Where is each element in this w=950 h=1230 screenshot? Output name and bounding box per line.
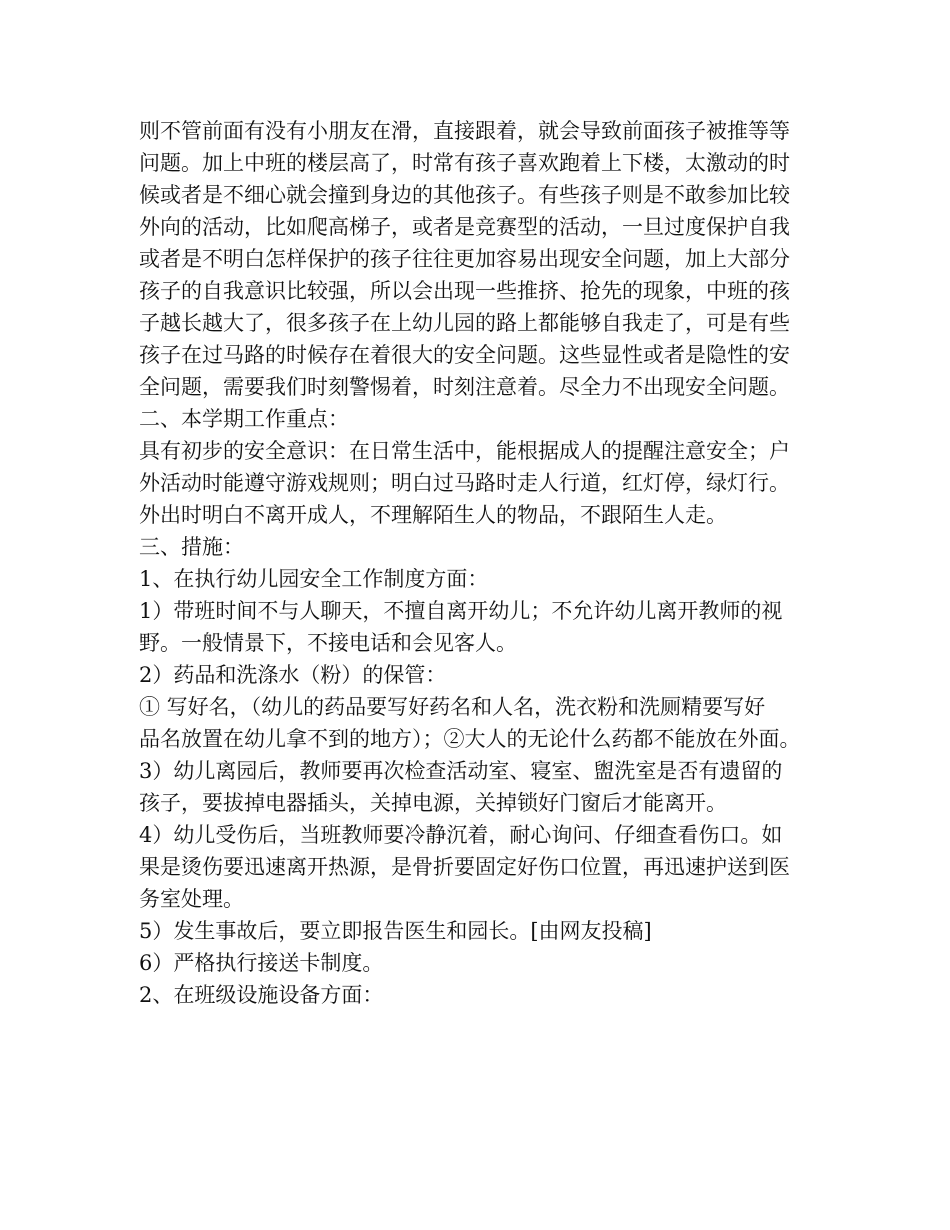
text-line: 孩子，要拔掉电器插头，关掉电源，关掉锁好门窗后才能离开。 <box>139 791 727 815</box>
section-heading: 三、措施： <box>139 535 244 559</box>
text-line: 野。一般情景下，不接电话和会见客人。 <box>139 631 517 655</box>
text-line: 则不管前面有没有小朋友在滑，直接跟着，就会导致前面孩子被推等等 <box>139 119 790 143</box>
text-line: 候或者是不细心就会撞到身边的其他孩子。有些孩子则是不敢参加比较 <box>139 183 790 207</box>
list-item: 2）药品和洗涤水（粉）的保管： <box>139 663 447 687</box>
list-item: 6）严格执行接送卡制度。 <box>139 951 384 975</box>
list-item: 5）发生事故后，要立即报告医生和园长。[由网友投稿] <box>139 919 652 943</box>
text-line: 外出时明白不离开成人，不理解陌生人的物品，不跟陌生人走。 <box>139 503 727 527</box>
list-item: 1）带班时间不与人聊天，不擅自离开幼儿；不允许幼儿离开教师的视 <box>139 599 783 623</box>
text-line: 或者是不明白怎样保护的孩子往往更加容易出现安全问题，加上大部分 <box>139 247 790 271</box>
subsection-heading: 2、在班级设施设备方面： <box>139 983 384 1007</box>
text-line: 品名放置在幼儿拿不到的地方）；②大人的无论什么药都不能放在外面。 <box>139 727 801 751</box>
section-heading: 二、本学期工作重点： <box>139 407 349 431</box>
text-line: 问题。加上中班的楼层高了，时常有孩子喜欢跑着上下楼，太激动的时 <box>139 151 790 175</box>
list-item: 4）幼儿受伤后，当班教师要冷静沉着，耐心询问、仔细查看伤口。如 <box>139 823 783 847</box>
list-item: 3）幼儿离园后，教师要再次检查活动室、寝室、盥洗室是否有遗留的 <box>139 759 783 783</box>
subsection-heading: 1、在执行幼儿园安全工作制度方面： <box>139 567 489 591</box>
list-item: ① 写好名，（幼儿的药品要写好药名和人名，洗衣粉和洗厕精要写好 <box>139 695 766 719</box>
text-line: 外向的活动，比如爬高梯子，或者是竞赛型的活动，一旦过度保护自我 <box>139 215 790 239</box>
text-line: 孩子在过马路的时候存在着很大的安全问题。这些显性或者是隐性的安 <box>139 343 790 367</box>
text-line: 务室处理。 <box>139 887 244 911</box>
text-line: 果是烫伤要迅速离开热源，是骨折要固定好伤口位置，再迅速护送到医 <box>139 855 790 879</box>
text-line: 外活动时能遵守游戏规则；明白过马路时走人行道，红灯停，绿灯行。 <box>139 471 790 495</box>
text-line: 子越长越大了，很多孩子在上幼儿园的路上都能够自我走了，可是有些 <box>139 311 790 335</box>
document-body <box>139 115 819 1011</box>
text-line: 具有初步的安全意识：在日常生活中，能根据成人的提醒注意安全；户 <box>139 439 790 463</box>
text-line: 孩子的自我意识比较强，所以会出现一些推挤、抢先的现象，中班的孩 <box>139 279 790 303</box>
text-line: 全问题，需要我们时刻警惕着，时刻注意着。尽全力不出现安全问题。 <box>139 375 790 399</box>
